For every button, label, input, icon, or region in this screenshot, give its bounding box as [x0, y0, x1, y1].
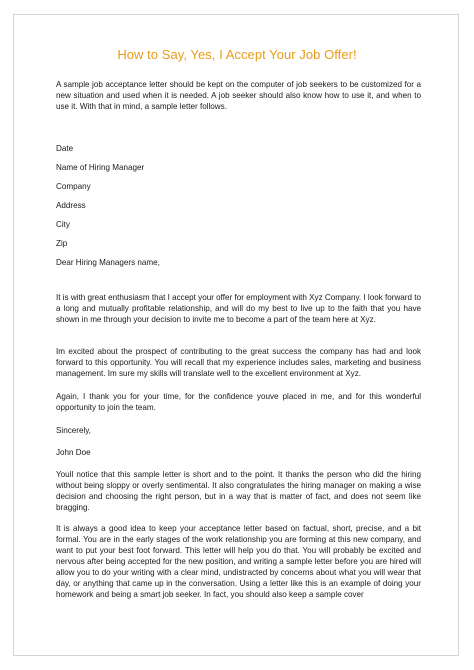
salutation: Dear Hiring Managers name, [56, 258, 160, 267]
address-line-address: Address [56, 201, 86, 210]
address-line-zip: Zip [56, 239, 68, 248]
signature: John Doe [56, 448, 91, 457]
address-line-hiring-manager: Name of Hiring Manager [56, 163, 145, 172]
address-line-company: Company [56, 182, 91, 191]
body-paragraph-3: Again, I thank you for your time, for the confidence youve placed in me, and for this wonderful opportunity to join the team. [56, 392, 421, 412]
document-title: How to Say, Yes, I Accept Your Job Offer! [117, 47, 357, 62]
commentary-paragraph-2: It is always a good idea to keep your acceptance letter based on factual, short, precise, and a bit formal. You are in the early stages of the work relationship you are forming at this new company, and want to put your best foot forward. This letter will help you do that. You will probably be excited and nervous after being accepted for the new position, and writing a sample letter before you are hired will allow you to do your writing with a clear mind, undistracted by concerns about what you will wear that day, or anything that came up in the conversation. Using a letter like this is an example of doing your homework and being a smart job seeker. In fact, you should also keep a sample cover [56, 524, 421, 599]
closing: Sincerely, [56, 426, 91, 435]
commentary-paragraph-1: Youll notice that this sample letter is short and to the point. It thanks the person who did the hiring without being sloppy or overly sentimental. It also congratulates the hiring manager on making a wise decision and choosing the right person, but in a way that is matter of fact, and does not seem like bragging. [56, 470, 421, 512]
body-paragraph-2: Im excited about the prospect of contributing to the great success the company has had and look forward to this opportunity. You will recall that my experience includes sales, marketing and business management. Im sure my skills will translate well to the excellent environment at Xyz. [56, 347, 421, 378]
body-paragraph-1: It is with great enthusiasm that I accept your offer for employment with Xyz Company. I look forward to a long and mutually profitable relationship, and will do my best to live up to the faith that you have shown in me through your decision to invite me to become a part of the team here at Xyz. [56, 293, 421, 324]
address-line-date: Date [56, 144, 74, 153]
address-line-city: City [56, 220, 70, 229]
intro-paragraph: A sample job acceptance letter should be kept on the computer of job seekers to be customized for a new situation and used when it is needed. A job seeker should also know how to use it, and when to use it. With that in mind, a sample letter follows. [56, 80, 421, 111]
